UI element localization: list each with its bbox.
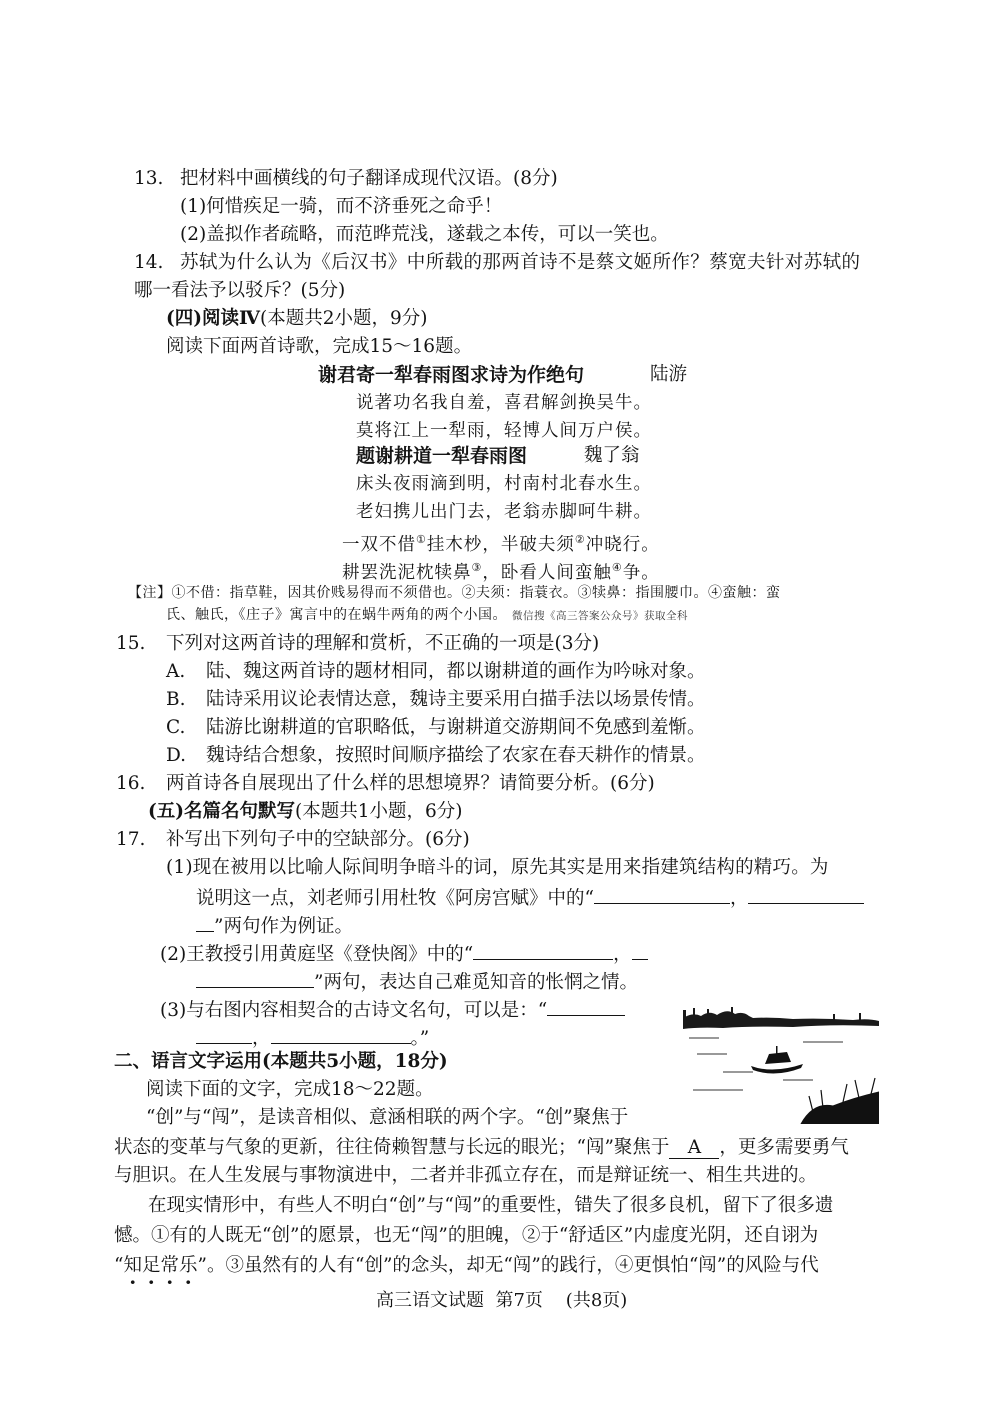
- footer-total-pages: (共8页): [565, 1290, 628, 1311]
- poem2-line3: [342, 527, 660, 558]
- note-ref-1: ①: [416, 533, 427, 546]
- section4-title: (四)阅读Ⅳ: [166, 308, 260, 329]
- answer-blank[interactable]: [748, 885, 864, 904]
- emphasis-char: 乐: [179, 1255, 198, 1276]
- part2-scope: (本题共5小题，18分): [262, 1051, 448, 1072]
- part2-heading: [114, 1049, 448, 1075]
- answer-blank[interactable]: [196, 913, 214, 932]
- watermark-text: 微信搜《高三答案公众号》获取全科: [511, 610, 688, 622]
- poem2-line4-part2: ，卧看人间蛮触: [482, 562, 612, 583]
- q13-number: 13.: [134, 168, 164, 189]
- poem2-line4-part3: 争。: [622, 562, 660, 583]
- quote-open: “: [114, 1255, 124, 1276]
- boat: [751, 1046, 803, 1074]
- passage-p1-line3: 与胆识。在人生发展与事物演进中，二者并非孤立存在，而是辩证统一、相生共进的。: [114, 1165, 818, 1186]
- poem2-line3-part3: 冲晓行。: [585, 534, 660, 555]
- poem1-line2: 莫将江上一犁雨，轻博人间万户侯。: [356, 421, 652, 441]
- q17-item1-line3: [196, 913, 353, 940]
- section5-heading: [148, 799, 463, 825]
- option-a-text: 陆、魏这两首诗的题材相同，都以谢耕道的画作为吟咏对象。: [206, 661, 706, 682]
- option-d-label: D.: [166, 745, 187, 766]
- q13-question: 把材料中画横线的句子翻译成现代汉语。(8分): [180, 168, 558, 189]
- q17-item2-prompt: (2)王教授引用黄庭坚《登快阁》中的“: [160, 944, 474, 965]
- emphasis-char: 足: [141, 1255, 161, 1276]
- poem2-line1: 床头夜雨滴到明，村南村北春水生。: [356, 474, 652, 494]
- q15-option-d: [166, 743, 706, 769]
- q17-item3-comma: ，: [252, 1028, 271, 1049]
- answer-blank[interactable]: [632, 941, 648, 960]
- poem2-line2: 老妇携儿出门去，老翁赤脚呵牛耕。: [356, 502, 652, 522]
- section5-title: (五)名篇名句默写: [148, 801, 296, 822]
- section4-heading: [166, 306, 427, 332]
- passage-p1-line2-start: 状态的变革与气象的更新，往往倚赖智慧与长远的眼光；“闯”聚焦于: [114, 1137, 670, 1158]
- q16-number: 16.: [116, 773, 146, 794]
- poem1-line1: 说著功名我自羞，喜君解剑换吴牛。: [356, 393, 652, 413]
- q15-option-c: [166, 715, 706, 741]
- answer-blank[interactable]: [196, 1025, 252, 1044]
- notes-line2-text: 氏、触氏，《庄子》寓言中的在蜗牛两角的两个小国。: [166, 607, 507, 623]
- q13-sentence-1: (1)何惜疾足一骑，而不济垂死之命乎！: [180, 196, 503, 217]
- poem2-line4: [342, 555, 660, 586]
- q17-item2-line2: [196, 969, 638, 996]
- q17-item3-prompt: (3)与右图内容相契合的古诗文名句，可以是：“: [160, 1000, 548, 1021]
- passage-p1-line2-end: ，更多需要勇气: [719, 1137, 849, 1158]
- q16-question: 两首诗各自展现出了什么样的思想境界？请简要分析。(6分): [166, 773, 655, 794]
- landscape-ink-painting: [683, 1002, 879, 1124]
- q17-item1-line2: [196, 885, 864, 912]
- part2-title: 二、语言文字运用: [114, 1051, 263, 1072]
- emphasis-char: 常: [160, 1255, 180, 1276]
- notes-line2: [166, 605, 688, 626]
- q17-item1-prompt: 说明这一点，刘老师引用杜牧《阿房宫赋》中的“: [196, 888, 594, 909]
- reeds: [801, 1078, 879, 1124]
- q17-item3-line2: [196, 1025, 429, 1052]
- passage-p2-line2: 憾。①有的人既无“创”的愿景，也无“闯”的胆魄，②于“舒适区”内虚度光阴，还自诩为: [114, 1225, 819, 1246]
- q15-option-b: [166, 687, 706, 713]
- q17-item3-close: 。”: [410, 1028, 430, 1049]
- option-c-label: C.: [166, 717, 186, 738]
- passage-p2-line3: [114, 1253, 819, 1279]
- option-d-text: 魏诗结合想象，按照时间顺序描绘了农家在春天耕作的情景。: [206, 745, 706, 766]
- q14-question-line1: 苏轼为什么认为《后汉书》中所载的那两首诗不是蔡文姬所作？蔡宽夫针对苏轼的: [180, 252, 861, 273]
- poem2-line3-part2: 挂木杪，半破夫须: [426, 534, 575, 555]
- passage-p2-line3-rest: ”。③虽然有的人有“创”的念头，却无“闯”的践行，④更惧怕“闯”的风险与代: [197, 1255, 819, 1276]
- answer-blank[interactable]: [594, 885, 730, 904]
- page-footer: [376, 1288, 627, 1314]
- answer-blank[interactable]: [196, 969, 314, 988]
- q17-item1-end: ”两句作为例证。: [214, 916, 353, 937]
- poem2-line3-part1: 一双不借: [342, 534, 416, 555]
- note-ref-3: ③: [471, 561, 483, 574]
- answer-blank[interactable]: [271, 1025, 411, 1044]
- q17-item2-comma: ，: [613, 944, 632, 965]
- option-a-label: A.: [166, 661, 186, 682]
- footer-exam-title: 高三语文试题: [376, 1290, 484, 1311]
- option-b-label: B.: [166, 689, 186, 710]
- passage-p1-line2: [114, 1135, 849, 1161]
- note-ref-2: ②: [574, 533, 586, 546]
- q14-number: 14.: [134, 252, 164, 273]
- q17-item2-line1: [160, 941, 648, 968]
- section4-scope: (本题共2小题，9分): [260, 308, 428, 329]
- q17-item2-end: ”两句，表达自己难觅知音的怅惘之情。: [314, 972, 638, 993]
- q17-item1-line1: (1)现在被用以比喻人际间明争暗斗的词，原先其实是用来指建筑结构的精巧。为: [166, 857, 829, 878]
- water-lines: [689, 1038, 843, 1090]
- q15-question: 下列对这两首诗的理解和赏析，不正确的一项是(3分): [166, 633, 600, 654]
- q15-option-a: [166, 659, 706, 685]
- poem1-title: 谢君寄一犁春雨图求诗为作绝句: [318, 364, 585, 386]
- q17-question: 补写出下列句子中的空缺部分。(6分): [166, 829, 470, 850]
- passage-p2-line1: 在现实情形中，有些人不明白“创”与“闯”的重要性，错失了很多良机，留下了很多遗: [148, 1195, 834, 1216]
- option-c-text: 陆游比谢耕道的官职略低，与谢耕道交游期间不免感到羞惭。: [206, 717, 706, 738]
- option-b-text: 陆诗采用议论表情达意，魏诗主要采用白描手法以场景传情。: [206, 689, 706, 710]
- answer-blank[interactable]: [473, 941, 613, 960]
- answer-blank[interactable]: [547, 997, 625, 1016]
- q17-item1-comma: ，: [729, 888, 749, 909]
- poem2-title: 题谢耕道一犁春雨图: [356, 445, 528, 467]
- poem2-author: 魏了翁: [584, 445, 640, 466]
- poem2-line4-part1: 耕罢洗泥枕犊鼻: [342, 562, 472, 583]
- section5-scope: (本题共1小题，6分): [295, 801, 463, 822]
- q15-number: 15.: [116, 633, 146, 654]
- q17-item3-line1: [160, 997, 625, 1024]
- footer-page-number: 第7页: [495, 1290, 543, 1311]
- q13-sentence-2: (2)盖拟作者疏略，而范晔荒浅，遂载之本传，可以一笑也。: [180, 224, 669, 245]
- section4-intro: 阅读下面两首诗歌，完成15～16题。: [166, 336, 473, 357]
- q17-number: 17.: [116, 829, 146, 850]
- q14-question-line2: 哪一看法予以驳斥？(5分): [134, 280, 346, 301]
- part2-intro: 阅读下面的文字，完成18～22题。: [146, 1079, 434, 1100]
- notes-line1: 【注】①不借：指草鞋，因其价贱易得而不须借也。②夫须：指蓑衣。③犊鼻：指围腰巾。④蛮触：蛮: [128, 585, 781, 601]
- distant-shore: [683, 1007, 879, 1029]
- emphasis-char: 知: [123, 1255, 142, 1276]
- passage-p1-line1: “创”与“闯”，是读音相似、意涵相联的两个字。“创”聚焦于: [146, 1107, 629, 1128]
- blank-a[interactable]: A: [669, 1138, 719, 1159]
- poem1-author: 陆游: [650, 364, 688, 385]
- note-ref-4: ④: [611, 561, 623, 574]
